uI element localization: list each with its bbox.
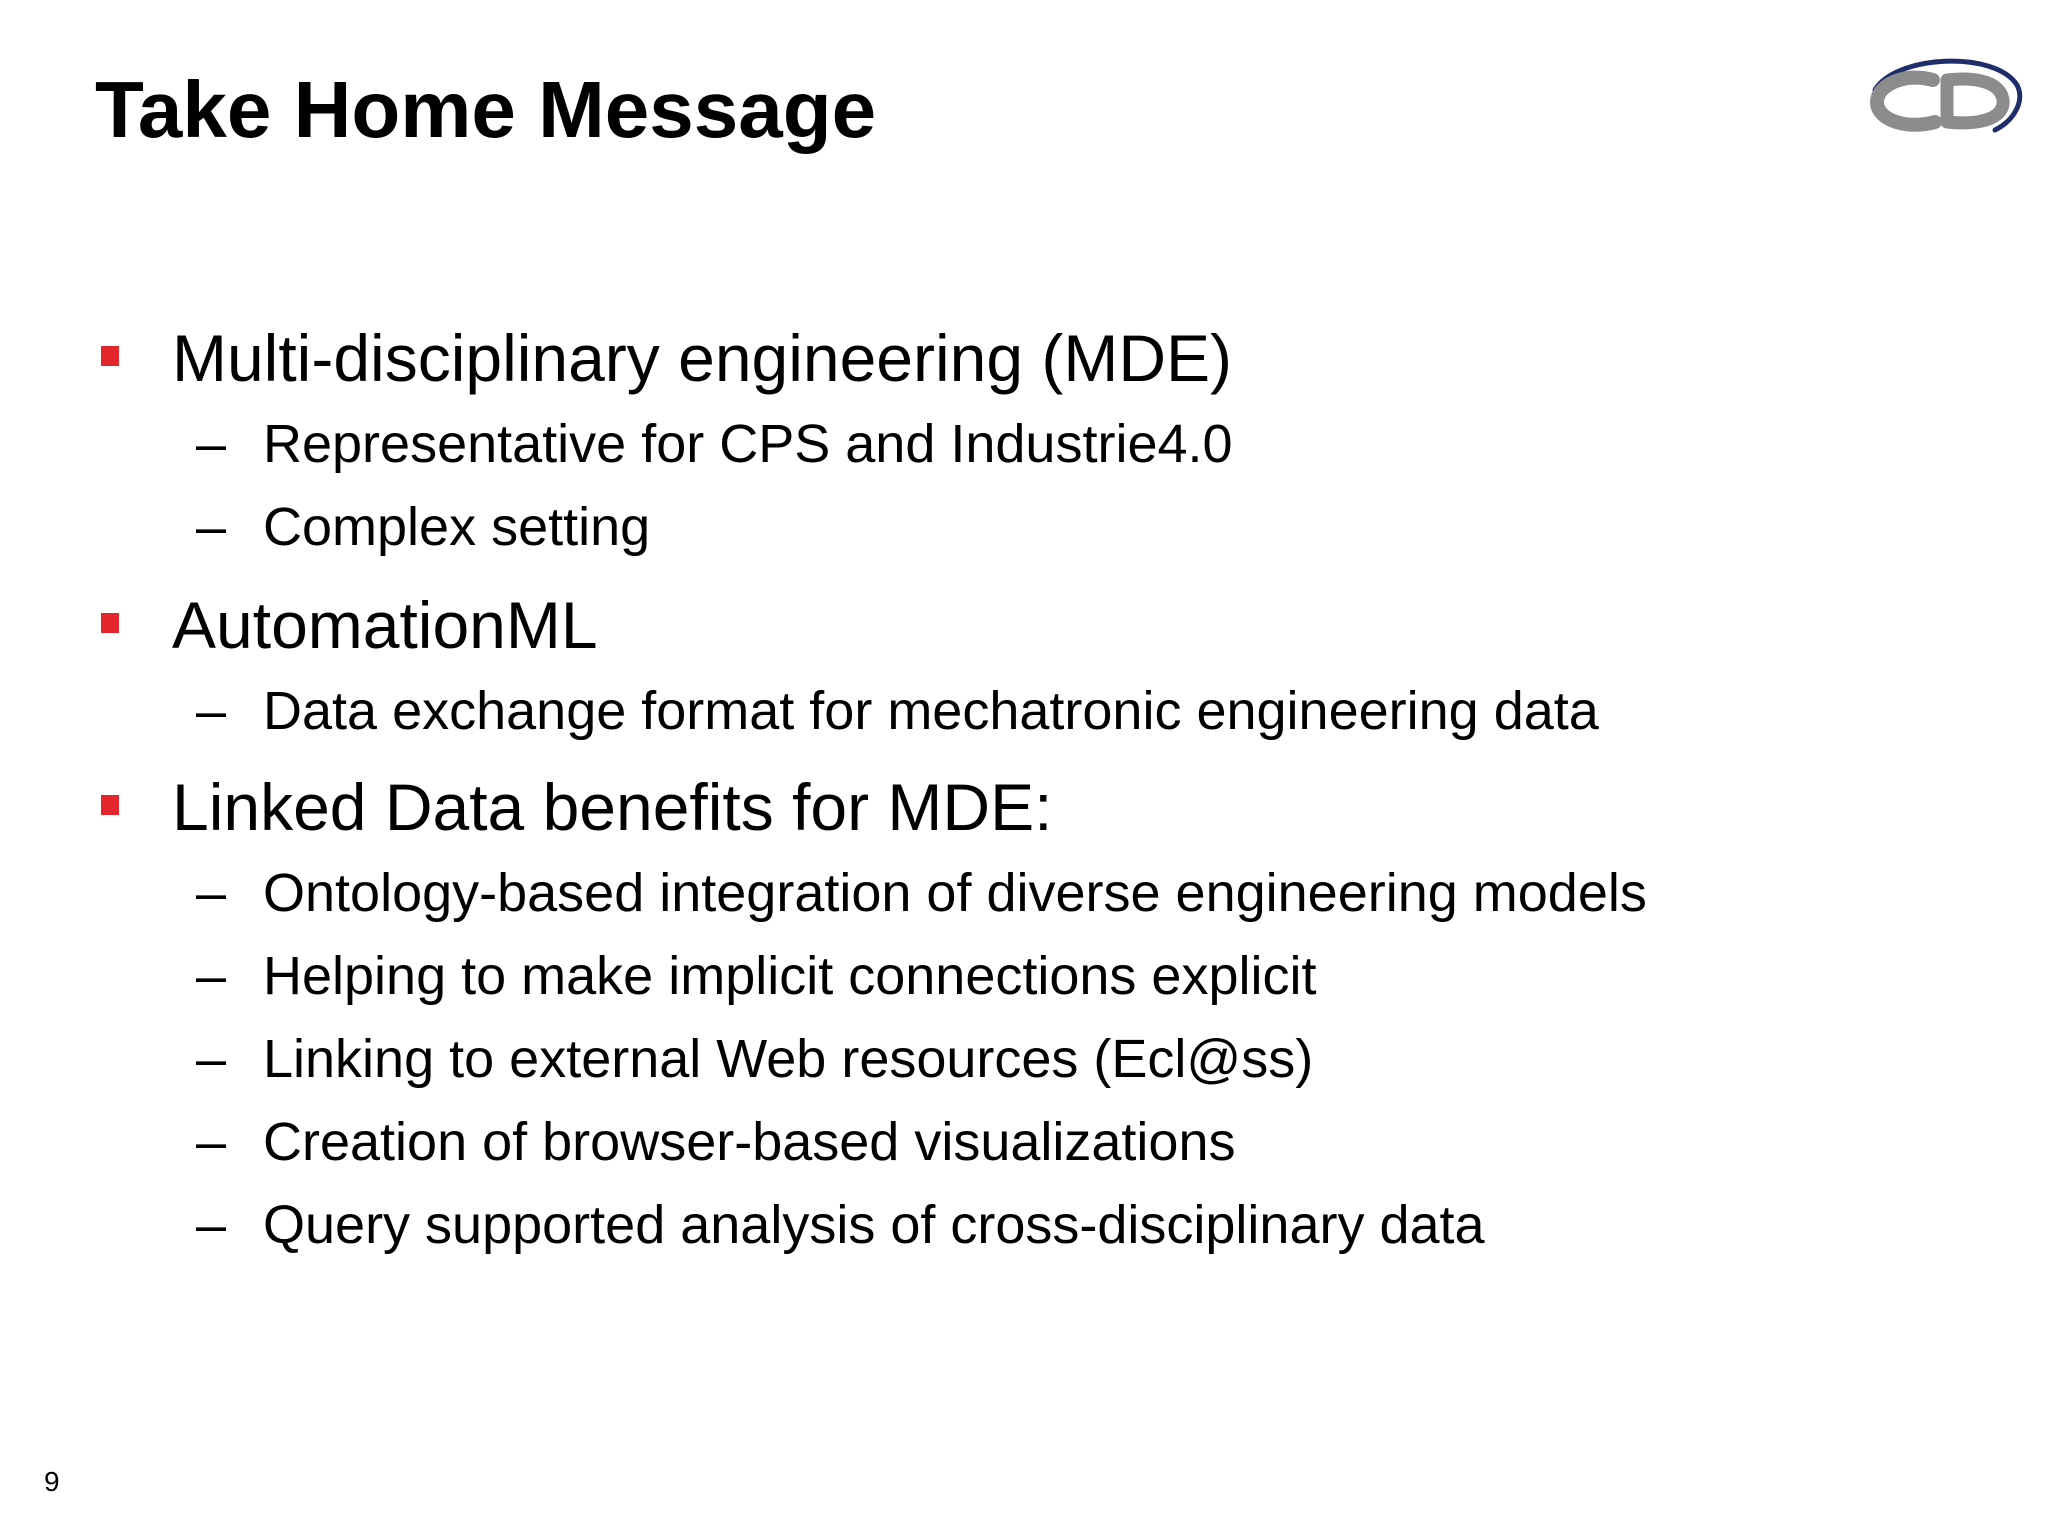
sub-bullet-item: [0, 492, 2048, 562]
bullet-text: AutomationML: [172, 588, 598, 662]
dash-icon: –: [196, 863, 227, 923]
bullet-square-icon: [101, 346, 119, 366]
bullet-text: Linked Data benefits for MDE:: [172, 770, 1053, 844]
dash-icon: –: [196, 1112, 227, 1172]
bullet-item: [0, 318, 2048, 398]
sub-bullet-item: [0, 676, 2048, 746]
bullet-item: [0, 585, 2048, 665]
sub-bullet-item: [0, 1024, 2048, 1094]
dash-icon: –: [196, 1029, 227, 1089]
sub-bullet-text: Helping to make implicit connections explicit: [263, 946, 1317, 1006]
slide-title: Take Home Message: [95, 65, 877, 154]
dash-icon: –: [196, 1195, 227, 1255]
sub-bullet-text: Data exchange format for mechatronic engineering data: [263, 681, 1599, 741]
dash-icon: –: [196, 414, 227, 474]
sub-bullet-text: Representative for CPS and Industrie4.0: [263, 414, 1233, 474]
sub-bullet-item: [0, 858, 2048, 928]
bullet-item: [0, 767, 2048, 847]
page-number: 9: [44, 1466, 60, 1497]
bullet-square-icon: [101, 613, 119, 633]
dash-icon: –: [196, 946, 227, 1006]
sub-bullet-item: [0, 1190, 2048, 1260]
sub-bullet-item: [0, 941, 2048, 1011]
dash-icon: –: [196, 681, 227, 741]
sub-bullet-item: [0, 409, 2048, 479]
sub-bullet-text: Ontology-based integration of diverse engineering models: [263, 863, 1647, 923]
sub-bullet-text: Complex setting: [263, 497, 651, 557]
sub-bullet-item: [0, 1107, 2048, 1177]
bullet-text: Multi-disciplinary engineering (MDE): [172, 321, 1233, 395]
dash-icon: –: [196, 497, 227, 557]
sub-bullet-text: Creation of browser-based visualizations: [263, 1112, 1236, 1172]
sub-bullet-text: Linking to external Web resources (Ecl@ss): [263, 1029, 1314, 1089]
sub-bullet-text: Query supported analysis of cross-disciplinary data: [263, 1195, 1485, 1255]
bullet-square-icon: [101, 795, 119, 815]
